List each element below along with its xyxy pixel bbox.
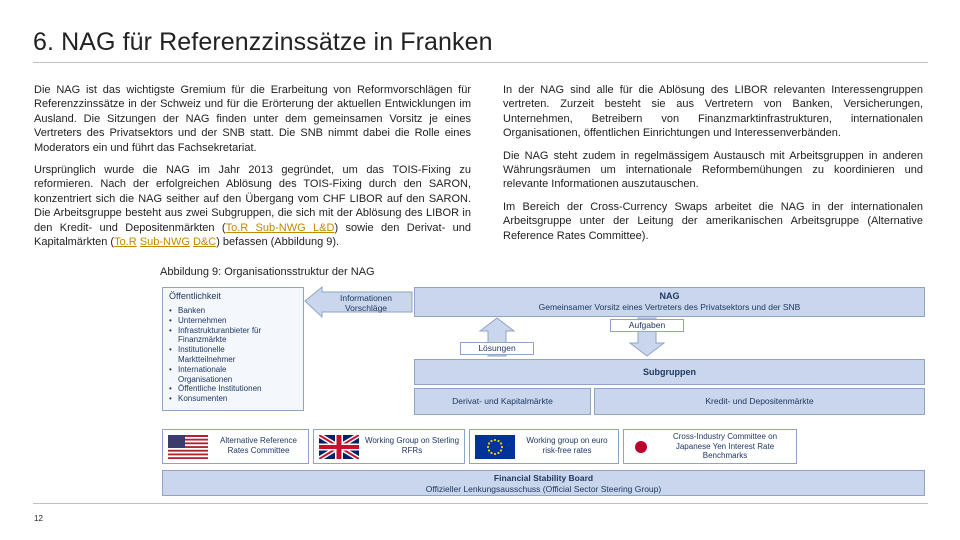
link-dc[interactable]: D&C xyxy=(192,236,217,249)
eu-flag-icon xyxy=(475,435,515,459)
link-tor-sub-nwg-ld[interactable]: To.R Sub-NWG L&D xyxy=(225,221,335,234)
info-arrow-label: Informationen Vorschläge xyxy=(340,293,392,313)
link-sub-nwg[interactable]: Sub-NWG xyxy=(139,236,190,249)
uk-flag-icon xyxy=(319,435,359,459)
footer-divider xyxy=(33,503,928,504)
figure-caption: Abbildung 9: Organisationsstruktur der NAG xyxy=(160,266,375,278)
fsb-title: Financial Stability Board xyxy=(493,473,594,483)
subgroups-box: Subgruppen xyxy=(414,359,925,385)
japan-flag-icon xyxy=(629,435,653,459)
derivatives-box: Derivat- und Kapitalmärkte xyxy=(414,388,591,415)
right-paragraph-2: Die NAG steht zudem in regelmässigem Austausch mit Arbeitsgruppen in anderen Währungsräumen um internationale Reformbemühungen zu koordinieren und relevante Informationen auszutauschen. xyxy=(503,149,923,191)
list-item: • Unternehmen xyxy=(169,316,289,326)
wg-arrc xyxy=(162,429,309,464)
loesungen-label: Lösungen xyxy=(460,342,534,355)
list-item: • Infrastrukturanbieter für Finanzmärkte xyxy=(169,326,289,346)
wg-label: Working group on euro risk-free rates xyxy=(526,436,608,455)
aufgaben-label: Aufgaben xyxy=(610,319,684,332)
page-number: 12 xyxy=(34,514,43,523)
wg-euro xyxy=(469,429,619,464)
list-item: • Internationale Organisationen xyxy=(169,365,259,385)
nag-box xyxy=(414,287,925,317)
fsb-box xyxy=(162,470,925,496)
nag-title: NAG xyxy=(659,291,680,301)
wg-yen xyxy=(623,429,797,464)
nag-subtitle: Gemeinsamer Vorsitz eines Vertreters des Privatsektors und der SNB xyxy=(538,302,801,312)
wg-label: Alternative Reference Rates Committee xyxy=(220,436,297,455)
right-paragraph-1: In der NAG sind alle für die Ablösung des LIBOR relevanten Interessengruppen vertreten. Zurzeit besteht sie aus Vertretern von Banken, Versicherungen, Unternehmen, Betreibern von Finanzmarktinfrastrukturen, internationalen Organisationen, öffentlichen Einrichtungen und Interessenverbänden. xyxy=(503,84,923,140)
left-paragraph-1: Die NAG ist das wichtigste Gremium für die Erarbeitung von Reformvorschlägen für Referenzzinssätze in der Schweiz und für die Erörterung der aktuellen Entwicklungen im Ausland. Die Sitzungen der NAG finden unter dem gemeinsamen Vorsitz je eines Vertreters des Privatsektors und der SNB statt. Die SNB nimmt dabei die Rolle eines Moderators ein und führt das Fachsekretariat. xyxy=(34,84,471,154)
public-title: Öffentlichkeit xyxy=(169,291,221,301)
us-flag-icon xyxy=(168,435,208,459)
list-item: • Banken xyxy=(169,306,289,316)
page-title: 6. NAG für Referenzzinssätze in Franken xyxy=(33,28,493,56)
wg-label: Cross-Industry Committee on Japanese Yen Interest Rate Benchmarks xyxy=(672,432,778,460)
list-item: • Institutionelle Marktteilnehmer xyxy=(169,345,259,365)
p2-text-end: ) befassen (Abbildung 9). xyxy=(216,236,340,249)
list-item: • Öffentliche Institutionen xyxy=(169,384,289,394)
link-tor[interactable]: To.R xyxy=(114,236,137,249)
wg-sterling xyxy=(313,429,465,464)
p2-text-start: Ursprünglich wurde die NAG im Jahr 2013 gegründet, um das TOIS-Fixing zu reformieren. Nach der erfolgreichen Ablösung des TOIS-Fixing durch den SARON, konzentriert sich die NAG seither auf den Übergang vom CHF LIBOR auf den SARON. Die Arbeitsgruppe besteht aus zwei Subgruppen, die sich mit der Ablösung des LIBOR in den Kredit- und Depositenmärkten ( xyxy=(34,164,471,234)
credit-box: Kredit- und Depositenmärkte xyxy=(594,388,925,415)
right-paragraph-3: Im Bereich der Cross-Currency Swaps arbeitet die NAG in der internationalen Arbeitsgruppe unter der Leitung der amerikanischen Arbeitsgruppe (Alternative Reference Rates Committee). xyxy=(503,200,923,242)
wg-label: Working Group on Sterling RFRs xyxy=(364,436,460,455)
fsb-subtitle: Offizieller Lenkungsausschuss (Official Sector Steering Group) xyxy=(425,484,662,494)
list-item: • Konsumenten xyxy=(169,394,289,404)
p2-text-middle: ) sowie den Derivat- und Kapitalmärkten ( xyxy=(34,221,471,249)
